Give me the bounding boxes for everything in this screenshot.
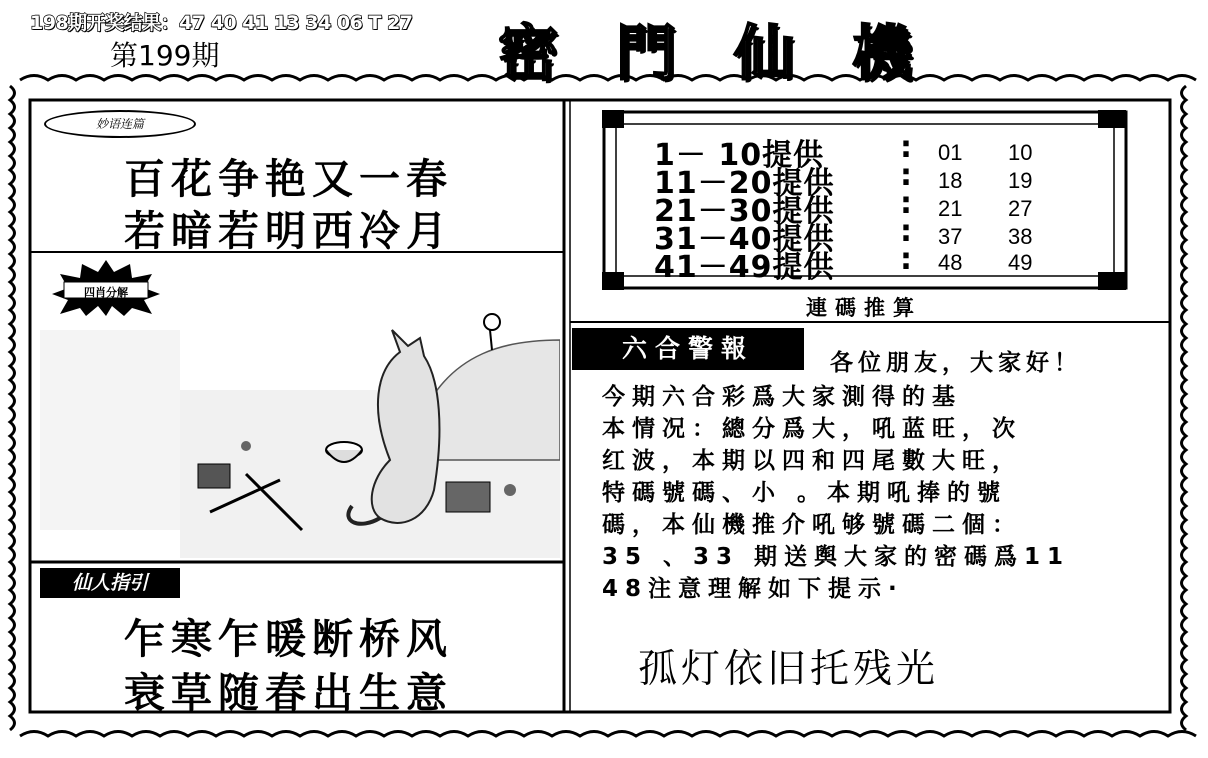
range-colon: : xyxy=(900,186,913,221)
range-colon: : xyxy=(900,242,913,277)
range-label-2: 11－20提供 xyxy=(654,166,835,201)
poem-line-3: 乍寒乍暖断桥风 xyxy=(124,615,453,663)
range-label-5: 41－49提供 xyxy=(654,250,835,285)
range-num-4b: 38 xyxy=(1008,224,1033,249)
alert-line-6: 35 、33 期送舆大家的密碼爲11 xyxy=(602,544,1071,570)
range-colon: : xyxy=(900,214,913,249)
alert-hint: 孤灯依旧托残光 xyxy=(638,647,940,692)
range-num-5a: 48 xyxy=(938,250,963,275)
alert-greeting: 各位朋友，大家好！ xyxy=(830,350,1082,376)
range-colon: : xyxy=(900,130,913,165)
range-colon: : xyxy=(900,158,913,193)
alert-line-7: 48注意理解如下提示· xyxy=(602,576,904,602)
page-title: 密門仙機 xyxy=(498,19,970,89)
badge-miaoyu: 妙语连篇 xyxy=(44,110,196,138)
range-label-1: 1－ 10提供 xyxy=(654,138,825,173)
range-num-1a: 01 xyxy=(938,140,963,165)
badge-sixiao: 四肖分解 xyxy=(84,286,128,299)
poem-line-4: 衰草随春出生意 xyxy=(124,669,453,717)
badge-xianren: 仙人指引 xyxy=(40,568,180,598)
range-label-3: 21－30提供 xyxy=(654,194,835,229)
alert-line-5: 碼，本仙機推介吼够號碼二個： xyxy=(602,512,1022,538)
previous-results-line: 198期开奖结果：47 40 41 13 34 06 T 27 xyxy=(30,12,413,34)
cat-illustration xyxy=(40,260,560,558)
poem-line-1: 百花争艳又一春 xyxy=(124,155,453,203)
range-num-2b: 19 xyxy=(1008,168,1033,193)
ranges-caption: 連碼推算 xyxy=(806,296,922,320)
range-num-3a: 21 xyxy=(938,196,963,221)
poem-line-2: 若暗若明西冷月 xyxy=(124,207,453,255)
range-num-2a: 18 xyxy=(938,168,963,193)
range-num-4a: 37 xyxy=(938,224,963,249)
badge-liuhe-alert: 六合警報 xyxy=(572,328,804,370)
alert-line-3: 红波，本期以四和四尾數大旺， xyxy=(602,448,1022,474)
alert-line-4: 特碼號碼、小 。本期吼捧的號 xyxy=(602,480,1008,506)
alert-line-2: 本情况：總分爲大，吼蓝旺，次 xyxy=(602,416,1022,442)
range-num-3b: 27 xyxy=(1008,196,1033,221)
range-label-4: 31－40提供 xyxy=(654,222,835,257)
alert-line-1: 今期六合彩爲大家測得的基 xyxy=(602,384,962,410)
issue-number: 第199期 xyxy=(110,39,220,72)
range-num-1b: 10 xyxy=(1008,140,1033,165)
range-num-5b: 49 xyxy=(1008,250,1033,275)
